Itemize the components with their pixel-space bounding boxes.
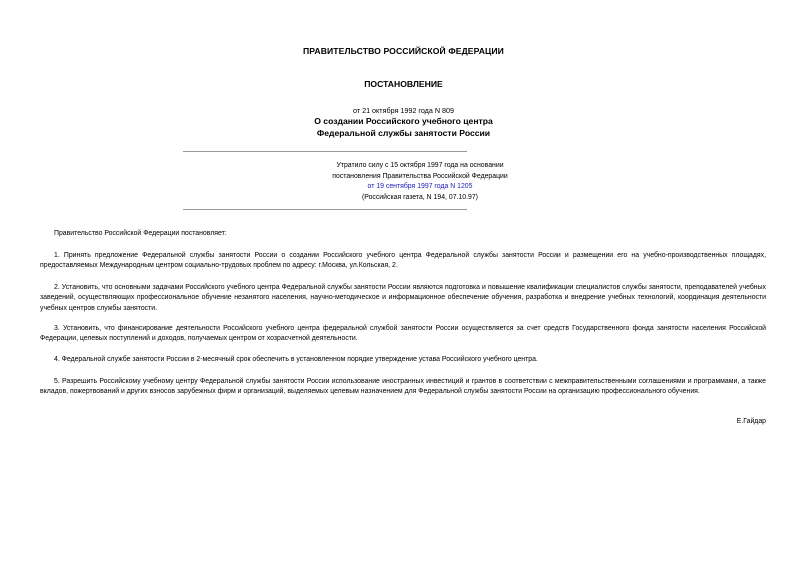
status-note-source: (Российская газета, N 194, 07.10.97) — [362, 193, 478, 201]
repeal-decree-link[interactable]: 19 сентября 1997 года N 1205 — [376, 183, 473, 191]
paragraph-text: 4. Федеральной службе занятости России в 2-месячный срок обеспечить в установленном порядке утверждение устава Российского учебного центра. — [54, 356, 538, 363]
document-title — [0, 116, 807, 139]
paragraph-5 — [40, 377, 766, 398]
paragraph-text: 2. Установить, что основными задачами Российского учебного центра Федеральной службы занятости России являются подготовка и повышение квалификации специалистов службы занятости, преподавателей учебных заведений, осуществляющих профессиональное обучение незанятого населения, научно-методическое и информационное обеспечение обучения, разработка и внедрение учебных технологий, координация деятельности учебных центров службы занятости. — [40, 284, 766, 312]
paragraph-text: 1. Принять предложение Федеральной службы занятости России о создании Российского учебного центра Федеральной службы занятости России и размещении его на учебно-производственных площадях, предоставляемых Международным центром социально-трудовых проблем по адресу: г.Москва, ул.Кольская, 2. — [40, 252, 766, 270]
preamble — [40, 229, 766, 239]
preamble-text: Правительство Российской Федерации постановляет: — [54, 230, 227, 237]
document-title-line: О создании Российского учебного центра — [314, 116, 493, 126]
divider-bottom — [183, 209, 467, 210]
divider-top — [183, 151, 467, 152]
document-type-heading: ПОСТАНОВЛЕНИЕ — [364, 79, 443, 89]
issuer-heading: ПРАВИТЕЛЬСТВО РОССИЙСКОЙ ФЕДЕРАЦИИ — [303, 46, 504, 56]
status-note-line: постановления Правительства Российской Федерации — [332, 172, 508, 180]
document-title-line: Федеральной службы занятости России — [316, 127, 491, 138]
status-note — [183, 161, 657, 203]
paragraph-3 — [40, 324, 766, 345]
paragraph-text: 3. Установить, что финансирование деятельности Российского учебного центра федеральной службой занятости России осуществляется за счет средств Государственного фонда занятости населения Российской Федерации, целевых поступлений и доходов, получаемых центром от хозрасчетной деятельности. — [40, 325, 766, 343]
paragraph-1 — [40, 251, 766, 272]
paragraph-text: 5. Разрешить Российскому учебному центру Федеральной службы занятости России использование иностранных инвестиций и грантов в соответствии с межправительственными соглашениями и программами, а также вкладов, пожертвований и других взносов зарубежных фирм и организаций, выделяемых целевым назначением для Федеральной службы занятости России на организацию профессионального обучения. — [40, 378, 766, 396]
status-note-link-prefix: от — [367, 183, 377, 191]
status-note-link-line — [183, 182, 657, 193]
status-note-line: Утратило силу с 15 октября 1997 года на основании — [336, 162, 504, 169]
paragraph-4 — [40, 355, 766, 365]
paragraph-2 — [40, 283, 766, 314]
document-date-number: от 21 октября 1992 года N 809 — [352, 106, 455, 115]
signature: Е.Гайдар — [736, 418, 766, 425]
